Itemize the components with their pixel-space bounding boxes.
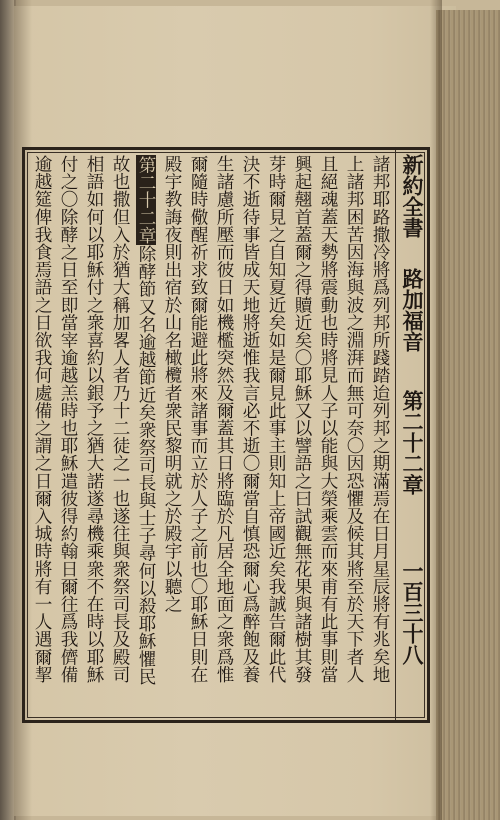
text-column: 殿宇教誨夜則出宿於山名橄欖者衆民黎明就之於殿宇以聽之	[162, 155, 182, 613]
body-text	[26, 155, 392, 715]
text-column: 付之〇除酵之日至即當宰逾越羔時也耶穌遣彼得約翰日爾往爲我儕備	[58, 155, 78, 683]
chapter-opening-text: 除酵節又名逾越節近矣衆祭司長與士子尋何以殺耶穌懼民	[136, 245, 156, 685]
chapter-heading: 第二十二章	[400, 390, 425, 495]
gospel-title: 路加福音	[400, 268, 425, 352]
page-fore-edge	[436, 10, 500, 820]
text-column-chapter-start	[136, 155, 156, 715]
book-title: 新約全書	[400, 154, 425, 238]
text-column: 爾隨時儆醒祈求致爾能避此將來諸事而立於人子之前也〇耶穌日則在	[188, 155, 208, 683]
text-column: 故也撒但入於猶大稱加畧人者乃十二徒之一也遂往與衆祭司長及殿司	[110, 155, 130, 683]
text-column: 諸邦耶路撒冷將爲列邦所踐踏迨列邦之期滿焉在日月星辰將有兆矣地	[370, 155, 390, 683]
text-column: 決不逝待事皆成天地將逝惟我言必不逝〇爾當自慎恐爾心爲醉飽及養	[240, 155, 260, 683]
text-column: 上諸邦困苦因海與波之淵湃而無可奈〇因恐懼及候其將至於天下者人	[344, 155, 364, 683]
running-head	[395, 150, 429, 720]
text-column: 相語如何以耶穌付之衆喜約以銀予之猶大諾遂尋機乘衆不在時以耶穌	[84, 155, 104, 683]
chapter-marker: 第二十二章	[136, 156, 156, 244]
fore-edge-shadow	[430, 0, 442, 820]
text-column: 且絕魂蓋天勢將震動也時將見人子以能與大榮乘雲而來甫有此事則當	[318, 155, 338, 683]
text-column: 芽時爾見之自知夏近矣如是爾見此事主則知上帝國近矣我誠告爾此代	[266, 155, 286, 683]
page-number: 一百三十八	[400, 560, 425, 665]
text-column: 生諸慮所壓而彼日如機檻突然及爾蓋其日將臨於凡居全地面之衆爲惟	[214, 155, 234, 683]
text-column: 逾越筵俾我食焉語之日欲我何處備之謂之日爾入城時將有一人遇爾挈	[32, 155, 52, 683]
text-column: 興起翹首蓋爾之得贖近矣〇耶穌又以譬語之曰試觀無花果與諸樹其發	[292, 155, 312, 683]
